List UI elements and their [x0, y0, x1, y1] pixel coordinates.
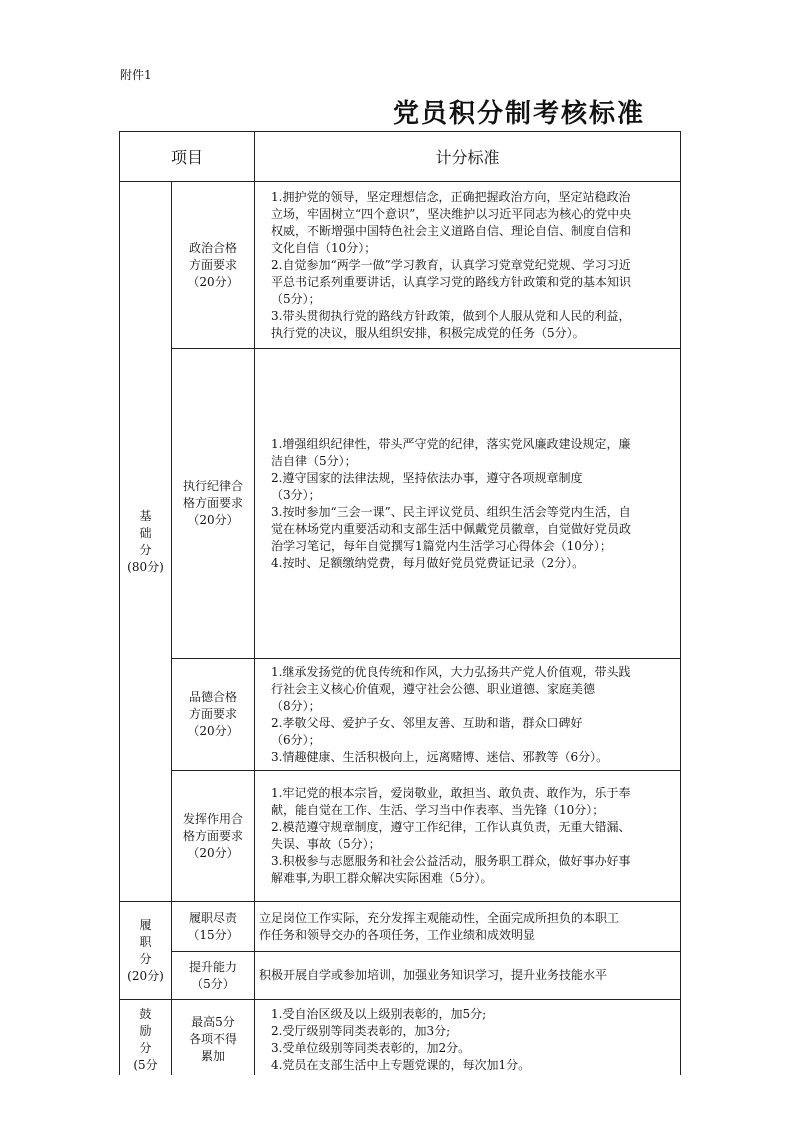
standard-line: 失误、事故（5分）； — [271, 837, 381, 851]
document-title: 党员积分制考核标准 — [393, 99, 646, 129]
standard-line: 1.拥护党的领导，坚定理想信念，正确把握政治方向，坚定站稳政治 — [271, 189, 631, 204]
standard-line: 平总书记系列重要讲话，认真学习党的路线方针政策和党的基本知识 — [271, 274, 632, 289]
standard-line: 立足岗位工作实际，充分发挥主观能动性，全面完成所担负的本职工 — [259, 910, 620, 925]
header-standard: 计分标准 — [255, 132, 681, 182]
standard-line: 2.模范遵守规章制度，遵守工作纪律，工作认真负责，无重大错漏、 — [271, 820, 631, 834]
attachment-label: 附件1 — [120, 68, 152, 82]
standard-line: 2.遵守国家的法律法规，坚持依法办事，遵守各项规章制度 — [271, 470, 583, 485]
category-encourage: 鼓 励 分 (5分 — [120, 1000, 172, 1075]
standard-political — [255, 182, 681, 349]
category-duty: 履 职 分 (20分) — [120, 902, 172, 1000]
standard-line: 执行党的决议，服从组织安排，积极完成党的任务（5分）。 — [271, 325, 585, 340]
standard-ability — [255, 952, 681, 1000]
standard-line: （8分）； — [271, 698, 321, 713]
standard-line: 觉在林场党内重要活动和支部生活中佩戴党员徽章，自觉做好党员政 — [271, 521, 632, 536]
category-basic: 基 础 分 (80分) — [120, 182, 172, 902]
standard-line: 文化自信（10分）； — [271, 240, 377, 255]
standard-line: 1.增强组织纪律性，带头严守党的纪律，落实党风廉政建设规定，廉 — [271, 436, 631, 451]
standard-line: 3.带头贯彻执行党的路线方针政策，做到个人服从党和人民的利益， — [271, 308, 631, 323]
standard-discipline — [255, 349, 681, 659]
standard-line: 4.按时、足额缴纳党费，每月做好党员党费证记录（2分）。 — [271, 555, 585, 570]
sub-item-political: 政治合格 方面要求 （20分） — [172, 182, 255, 349]
standard-line: 献，能自觉在工作、生活、学习当中作表率、当先锋（10分）； — [271, 803, 605, 817]
standard-line: 3.情趣健康、生活积极向上，远离赌博、迷信、邪教等（6分）。 — [271, 749, 609, 764]
standard-morality — [255, 659, 681, 771]
standard-line: 2.孝敬父母、爱护子女、邻里友善、互助和谐，群众口碑好 — [271, 715, 583, 730]
sub-item-duty-performance: 履职尽责 （15分） — [172, 902, 255, 952]
standard-line: 立场，牢固树立“四个意识”，坚决维护以习近平同志为核心的党中央 — [271, 206, 632, 221]
standard-line: 2.自觉参加“两学一做”学习教育，认真学习党章党纪党规、学习习近 — [271, 257, 631, 272]
sub-item-morality: 品德合格 方面要求 （20分） — [172, 659, 255, 771]
standard-line: 积极开展自学或参加培训，加强业务知识学习，提升业务技能水平 — [259, 968, 608, 982]
standard-line: （5分）； — [271, 291, 321, 306]
sub-item-encourage: 最高5分 各项不得 累加 — [172, 1000, 255, 1075]
scoring-table — [119, 131, 681, 1075]
standard-line: 3.积极参与志愿服务和社会公益活动，服务职工群众，做好事办好事 — [271, 854, 631, 868]
standard-encourage — [255, 1000, 681, 1075]
sub-item-ability: 提升能力 （5分） — [172, 952, 255, 1000]
standard-line: 解难事,为职工群众解决实际困难（5分）。 — [271, 871, 493, 885]
standard-line: 1.牢记党的根本宗旨，爱岗敬业，敢担当、敢负责、敢作为，乐于奉 — [271, 786, 631, 800]
header-item: 项目 — [120, 132, 255, 182]
standard-line: 4.党员在支部生活中上专题党课的，每次加1分。 — [271, 1057, 531, 1072]
standard-line: 洁自律（5分）； — [271, 453, 357, 468]
standard-line: 1.继承发扬党的优良传统和作风，大力弘扬共产党人价值观，带头践 — [271, 664, 631, 679]
standard-line: 治学习笔记，每年自觉撰写1篇党内生活学习心得体会（10分）； — [271, 538, 612, 553]
standard-line: 3.按时参加“三会一课”、民主评议党员、组织生活会等党内生活，自 — [271, 504, 631, 519]
standard-line: 作任务和领导交办的各项任务，工作业绩和成效明显 — [259, 927, 536, 942]
sub-item-discipline: 执行纪律合 格方面要求 （20分） — [172, 349, 255, 659]
sub-item-role: 发挥作用合 格方面要求 （20分） — [172, 771, 255, 902]
standard-line: （6分）； — [271, 732, 321, 747]
standard-line: 行社会主义核心价值观，遵守社会公德、职业道德、家庭美德 — [271, 681, 596, 696]
standard-line: 3.受单位级别等同类表彰的，加2分。 — [271, 1040, 471, 1055]
standard-line: 权威，不断增强中国特色社会主义道路自信、理论自信、制度自信和 — [271, 223, 632, 238]
standard-line: 1.受自治区级及以上级别表彰的，加5分; — [271, 1006, 487, 1021]
standard-line: （3分）； — [271, 487, 321, 502]
standard-line: 2.受厅级别等同类表彰的，加3分; — [271, 1023, 451, 1038]
standard-duty-performance — [255, 902, 681, 952]
standard-role — [255, 771, 681, 902]
